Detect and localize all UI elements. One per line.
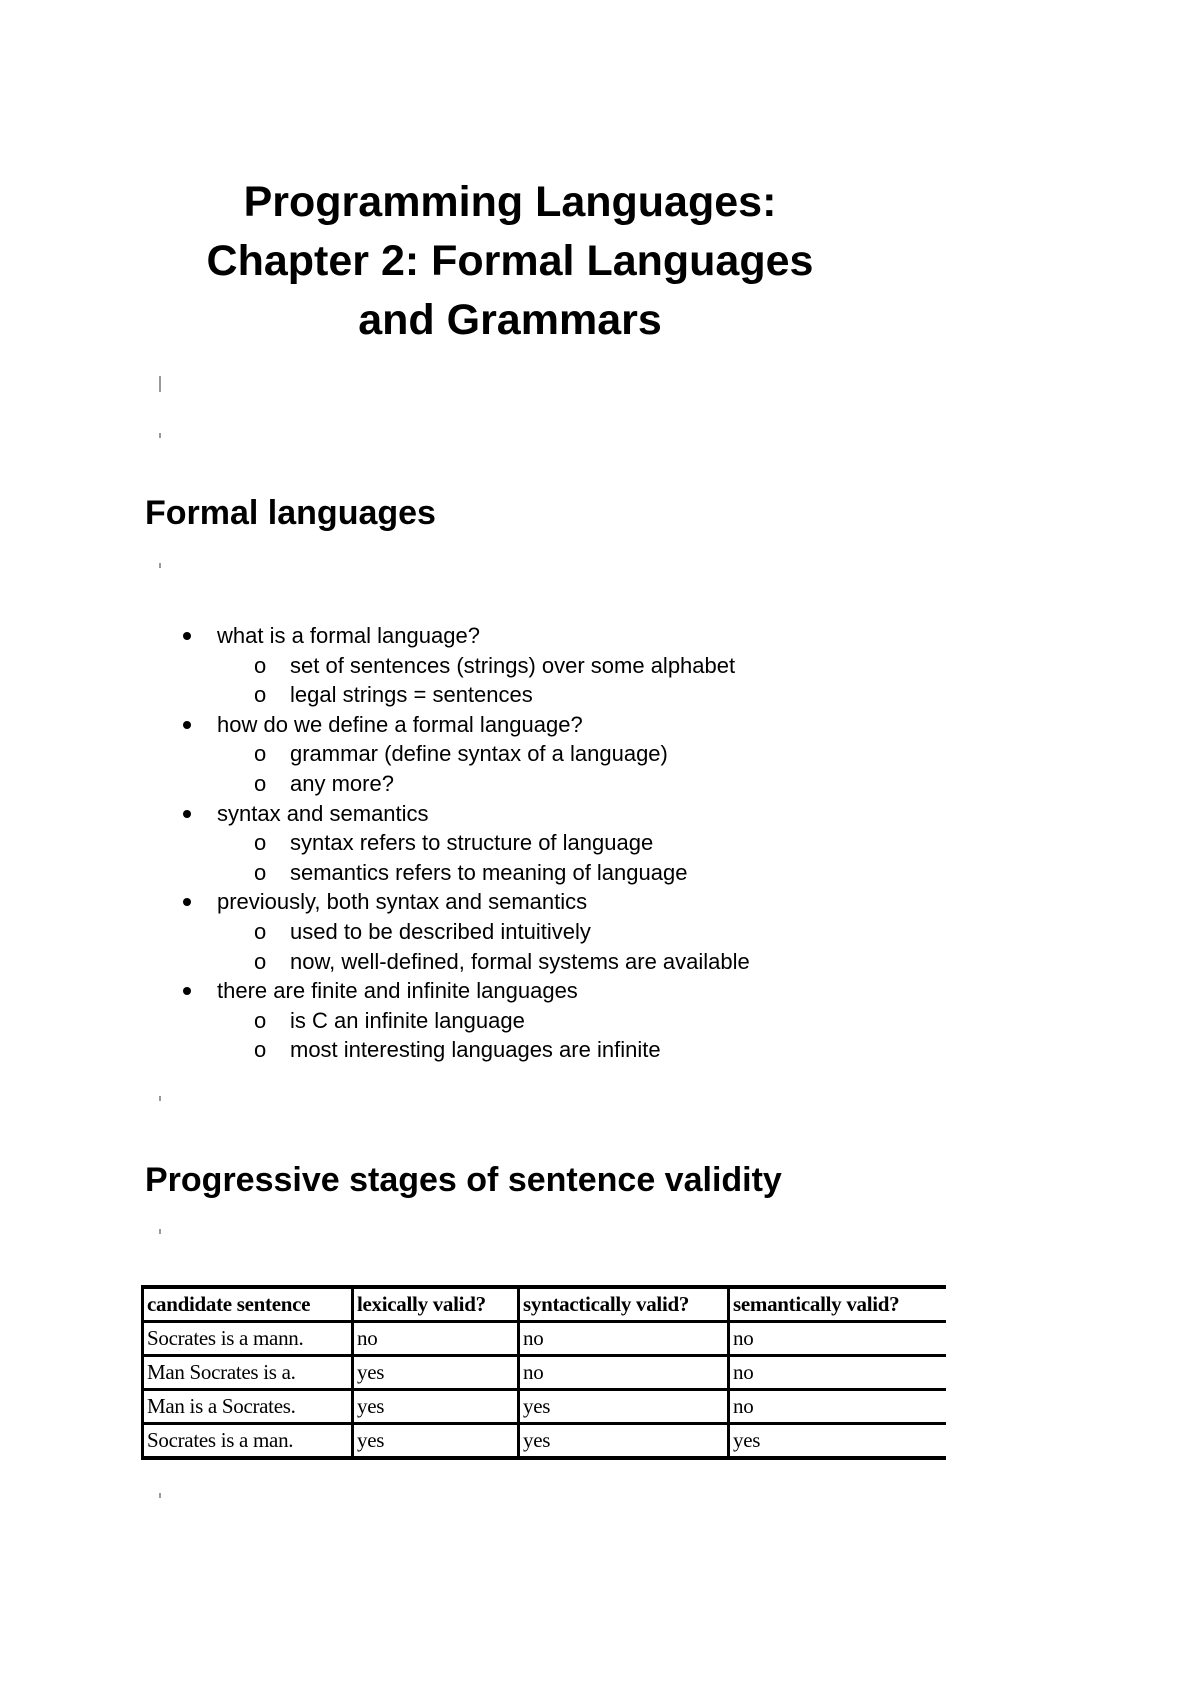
bullet-icon: [183, 721, 191, 729]
circle-bullet-icon: o: [254, 859, 267, 885]
table-cell: Man Socrates is a.: [143, 1356, 353, 1390]
list-item: previously, both syntax and semantics: [0, 887, 750, 917]
table-cell: Socrates is a man.: [143, 1424, 353, 1459]
sub-list-item: o any more?: [0, 769, 750, 799]
table-cell: yes: [353, 1424, 519, 1459]
table-cell: Socrates is a mann.: [143, 1322, 353, 1356]
table-cell: no: [519, 1356, 729, 1390]
title-line: Chapter 2: Formal Languages: [206, 237, 814, 285]
table-cell: no: [729, 1356, 947, 1390]
paragraph-mark: [159, 1096, 161, 1101]
bullet-icon: [183, 898, 191, 906]
table-header-row: [143, 1287, 947, 1322]
table-cell: no: [519, 1322, 729, 1356]
title-line: Programming Languages:: [243, 178, 777, 226]
table-header-cell: syntactically valid?: [519, 1287, 729, 1322]
bullet-icon: [183, 810, 191, 818]
circle-bullet-icon: o: [254, 741, 267, 767]
paragraph-mark: [159, 1493, 161, 1498]
sub-list-item: o grammar (define syntax of a language): [0, 739, 750, 769]
table-header-cell: lexically valid?: [353, 1287, 519, 1322]
section-heading-formal-languages: Formal languages: [145, 494, 436, 532]
table-row: [143, 1424, 947, 1459]
paragraph-mark: [159, 563, 161, 568]
formal-languages-list: [0, 621, 750, 1065]
bullet-icon: [183, 987, 191, 995]
sub-list-item: o set of sentences (strings) over some alphabet: [0, 651, 750, 681]
table-cell: no: [729, 1390, 947, 1424]
sub-list-item: o is C an infinite language: [0, 1006, 750, 1036]
list-item: what is a formal language?: [0, 621, 750, 651]
circle-bullet-icon: o: [254, 1037, 267, 1063]
table-cell: yes: [729, 1424, 947, 1459]
section-heading-sentence-validity: Progressive stages of sentence validity: [145, 1161, 782, 1199]
paragraph-mark: [159, 1229, 161, 1234]
table-header-cell: candidate sentence: [143, 1287, 353, 1322]
paragraph-mark: [159, 376, 161, 392]
sub-list-item: o semantics refers to meaning of language: [0, 858, 750, 888]
paragraph-mark: [159, 433, 161, 438]
list-item: how do we define a formal language?: [0, 710, 750, 740]
bullet-icon: [183, 632, 191, 640]
sub-list-item: o most interesting languages are infinite: [0, 1035, 750, 1065]
circle-bullet-icon: o: [254, 1007, 267, 1033]
table-cell: no: [353, 1322, 519, 1356]
title-line: and Grammars: [358, 296, 662, 344]
table-cell: yes: [353, 1356, 519, 1390]
circle-bullet-icon: o: [254, 652, 267, 678]
circle-bullet-icon: o: [254, 682, 267, 708]
list-item: there are finite and infinite languages: [0, 976, 750, 1006]
circle-bullet-icon: o: [254, 830, 267, 856]
document-title: [150, 173, 870, 350]
circle-bullet-icon: o: [254, 770, 267, 796]
table-row: [143, 1356, 947, 1390]
table-cell: yes: [519, 1390, 729, 1424]
table-row: [143, 1390, 947, 1424]
table-row: [143, 1322, 947, 1356]
table-header-cell: semantically valid?: [729, 1287, 947, 1322]
sub-list-item: o syntax refers to structure of language: [0, 828, 750, 858]
circle-bullet-icon: o: [254, 918, 267, 944]
table-cell: Man is a Socrates.: [143, 1390, 353, 1424]
table-cell: yes: [353, 1390, 519, 1424]
table-cell: no: [729, 1322, 947, 1356]
sub-list-item: o used to be described intuitively: [0, 917, 750, 947]
table-cell: yes: [519, 1424, 729, 1459]
list-item: syntax and semantics: [0, 799, 750, 829]
validity-table: [141, 1285, 946, 1460]
circle-bullet-icon: o: [254, 948, 267, 974]
sub-list-item: o legal strings = sentences: [0, 680, 750, 710]
sub-list-item: o now, well-defined, formal systems are available: [0, 947, 750, 977]
